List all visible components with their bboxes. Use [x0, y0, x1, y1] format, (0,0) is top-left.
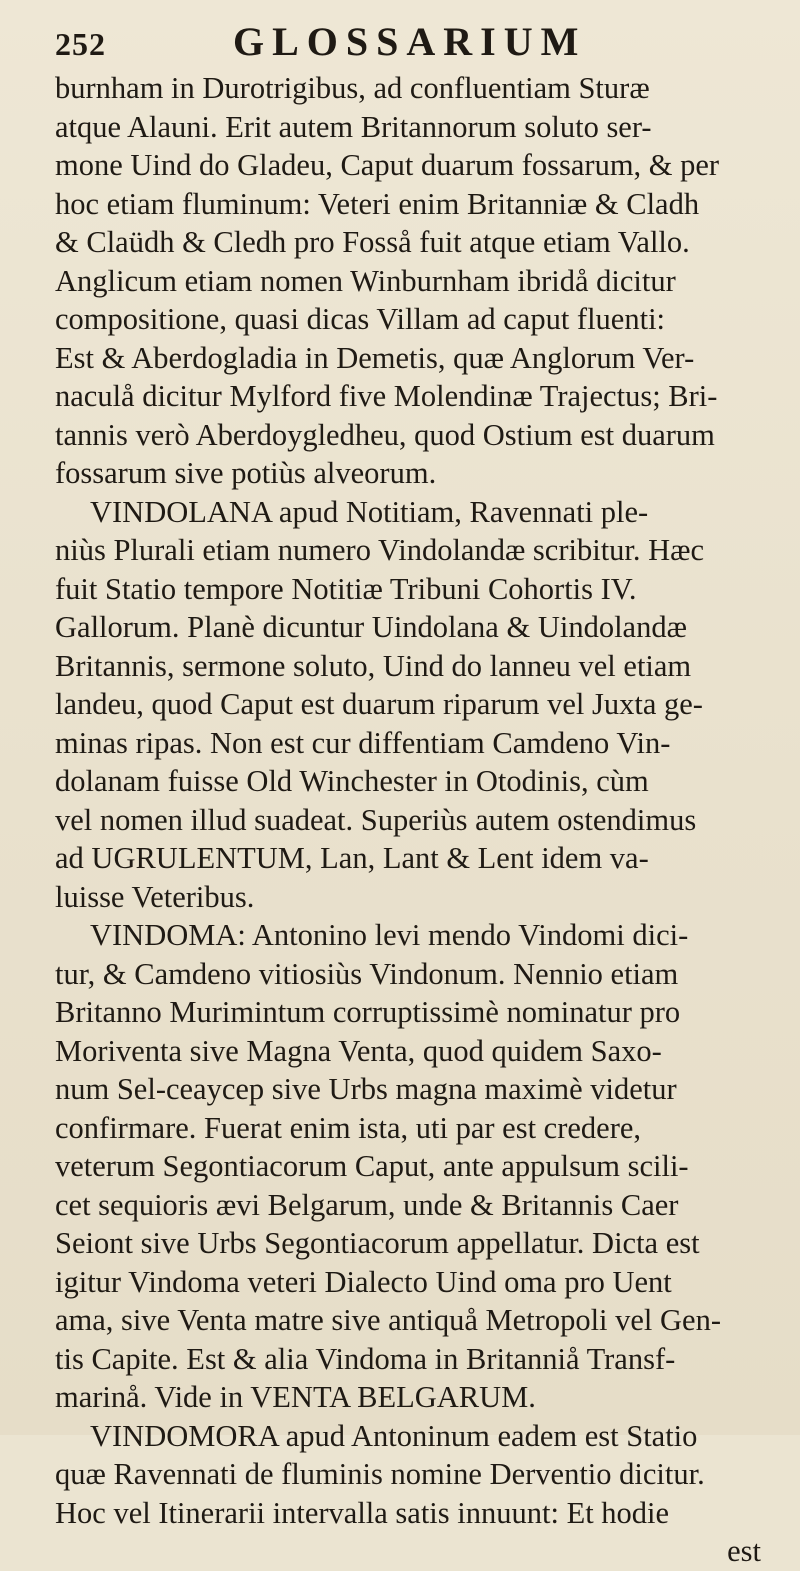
text-line: fuit Statio tempore Notitiæ Tribuni Cohortis IV. [55, 571, 637, 606]
text-line: ama, sive Venta matre sive antiquå Metropoli vel Gen- [55, 1303, 721, 1337]
text-line: tur, & Camdeno vitiosiùs Vindonum. Nennio etiam [55, 956, 679, 991]
text-line: quæ Ravennati de fluminis nomine Derventio dicitur. [55, 1457, 705, 1491]
text-line: num Sel-ceaycep sive Urbs magna maximè videtur [55, 1072, 677, 1106]
text-line: Hoc vel Itinerarii intervalla satis innuunt: Et hodie [55, 1495, 670, 1530]
text-line: atque Alauni. Erit autem Britannorum soluto ser- [55, 109, 652, 144]
text-line: fossarum sive potiùs alveorum. [55, 456, 437, 490]
text-line: tis Capite. Est & alia Vindoma in Britanniå Transf- [55, 1341, 676, 1376]
text-line: luisse Veteribus. [55, 879, 255, 914]
text-line: Gallorum. Planè dicuntur Uindolana & Uindolandæ [55, 610, 687, 644]
text-line: landeu, quod Caput est duarum riparum vel Juxta ge- [55, 687, 703, 721]
text-line: compositione, quasi dicas Villam ad caput fluenti: [55, 302, 666, 336]
text-line: igitur Vindoma veteri Dialecto Uind oma pro Uent [55, 1264, 672, 1299]
text-line: ad UGRULENTUM, Lan, Lant & Lent idem va- [55, 841, 649, 875]
text-line: Seiont sive Urbs Segontiacorum appellatur. Dicta est [55, 1226, 700, 1260]
text-line: burnham in Durotrigibus, ad confluentiam Sturæ [55, 71, 650, 105]
text-line: niùs Plurali etiam numero Vindolandæ scribitur. Hæc [55, 533, 705, 567]
entry-vindoma: VINDOMA: Antonino levi mendo Vindomi dici- [90, 918, 689, 952]
text-line: minas ripas. Non est cur diffentiam Camdeno Vin- [55, 725, 671, 760]
text-line: Est & Aberdogladia in Demetis, quæ Anglorum Ver- [55, 340, 695, 375]
text-line: cet sequioris ævi Belgarum, unde & Britannis Caer [55, 1187, 679, 1222]
text-line: Britanno Murimintum corruptissimè nominatur pro [55, 995, 681, 1029]
entry-vindolana: VINDOLANA apud Notitiam, Ravennati ple- [90, 494, 649, 529]
catchword: est [727, 1534, 761, 1568]
body-text [55, 69, 775, 1571]
text-line: & Claüdh & Cledh pro Fosså fuit atque etiam Vallo. [55, 225, 690, 259]
text-line: tannis verò Aberdoygledheu, quod Ostium est duarum [55, 417, 715, 452]
entry-vindomora: VINDOMORA apud Antoninum eadem est Statio [90, 1418, 698, 1453]
text-line: vel nomen illud suadeat. Superiùs autem ostendimus [55, 802, 697, 837]
page-number: 252 [55, 26, 106, 62]
text-line: marinå. Vide in VENTA BELGARUM. [55, 1380, 536, 1414]
page-header [55, 16, 760, 70]
text-line: naculå dicitur Mylford five Molendinæ Trajectus; Bri- [55, 379, 718, 413]
running-title: GLOSSARIUM [233, 19, 587, 64]
text-line: mone Uind do Gladeu, Caput duarum fossarum, & per [55, 148, 720, 182]
text-line: Moriventa sive Magna Venta, quod quidem Saxo- [55, 1033, 662, 1068]
text-line: confirmare. Fuerat enim ista, uti par est credere, [55, 1110, 642, 1145]
text-line: veterum Segontiacorum Caput, ante appulsum scili- [55, 1149, 689, 1183]
text-line: hoc etiam fluminum: Veteri enim Britanniæ & Cladh [55, 186, 700, 221]
text-line: dolanam fuisse Old Winchester in Otodinis, cùm [55, 764, 649, 798]
text-line: Anglicum etiam nomen Winburnham ibridå dicitur [55, 263, 676, 298]
text-line: Britannis, sermone soluto, Uind do lanneu vel etiam [55, 648, 692, 683]
